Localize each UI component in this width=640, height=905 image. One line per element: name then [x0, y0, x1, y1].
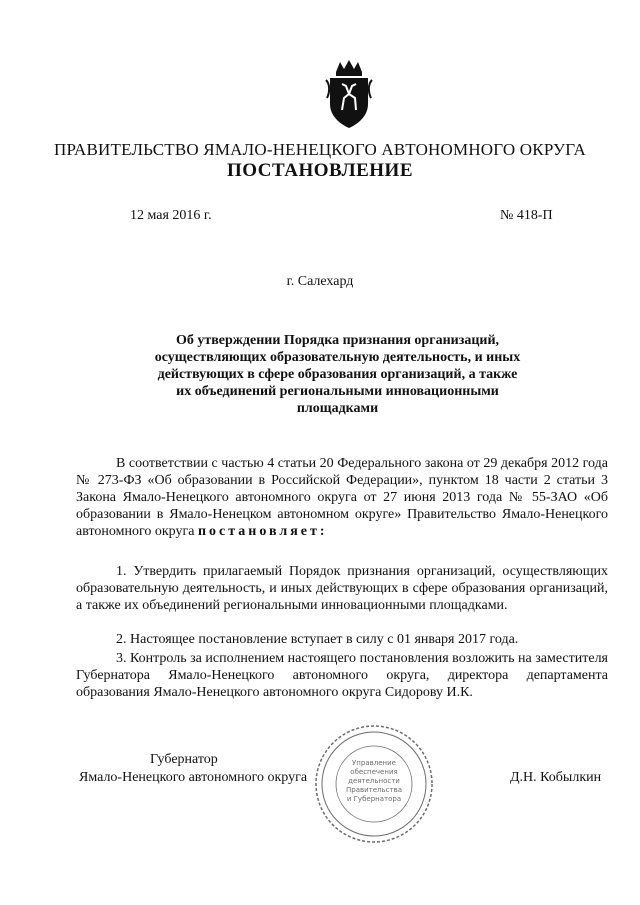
preamble-paragraph — [76, 455, 608, 540]
document-type: ПОСТАНОВЛЕНИЕ — [226, 160, 414, 181]
stamp-line: Управление — [352, 759, 396, 767]
stamp-line: и Губернатора — [346, 795, 402, 803]
stamp-center-text — [335, 759, 413, 804]
signer-position-line2: Ямало-Ненецкого автономного округа — [79, 770, 308, 785]
stamp-line: деятельности — [348, 777, 400, 785]
city: г. Салехард — [286, 274, 354, 289]
stamp-line: обеспечения — [350, 768, 398, 776]
item-3: 3. Контроль за исполнением настоящего постановления возложить на заместителя Губернатора Ямало-Ненецкого автономного округа, директора департамента образования Ямало-Ненецкого автономного округа Сидорову И.К. — [76, 651, 608, 700]
signer-position-line1: Губернатор — [150, 752, 218, 767]
decree-word: постановляет: — [197, 524, 328, 539]
preamble-text: В соответствии с частью 4 статьи 20 Федерального закона от 29 декабря 2012 года № 273-ФЗ «Об образовании в Российской Федерации», пунктом 18 части 2 статьи 3 Закона Ямало-Ненецкого автономного округа от 27 июня 2013 года № 55-ЗАО «Об образовании в Ямало-Ненецком автономном округе» Правительство Ямало-Ненецкого автономного округа — [76, 456, 608, 539]
official-stamp — [313, 723, 435, 845]
signer-name: Д.Н. Кобылкин — [510, 770, 602, 785]
document-date: 12 мая 2016 г. — [130, 208, 212, 223]
item-2: 2. Настоящее постановление вступает в силу с 01 января 2017 года. — [116, 632, 519, 647]
government-name: ПРАВИТЕЛЬСТВО ЯМАЛО-НЕНЕЦКОГО АВТОНОМНОГО ОКРУГА — [54, 140, 586, 159]
item-1: 1. Утвердить прилагаемый Порядок признания организаций, осуществляющих образовательную деятельность, и иных действующих в сфере образования организаций, а также их объединений региональными инновационными площадками. — [76, 564, 608, 613]
document-title: Об утверждении Порядка признания организаций, осуществляющих образовательную деятельность, и иных действующих в сфере образования организаций, а также их объединений региональными инновационными площадками — [154, 333, 521, 416]
stamp-line: Правительства — [346, 786, 402, 794]
document-number: № 418-П — [500, 208, 553, 223]
coat-of-arms-icon — [322, 58, 376, 130]
